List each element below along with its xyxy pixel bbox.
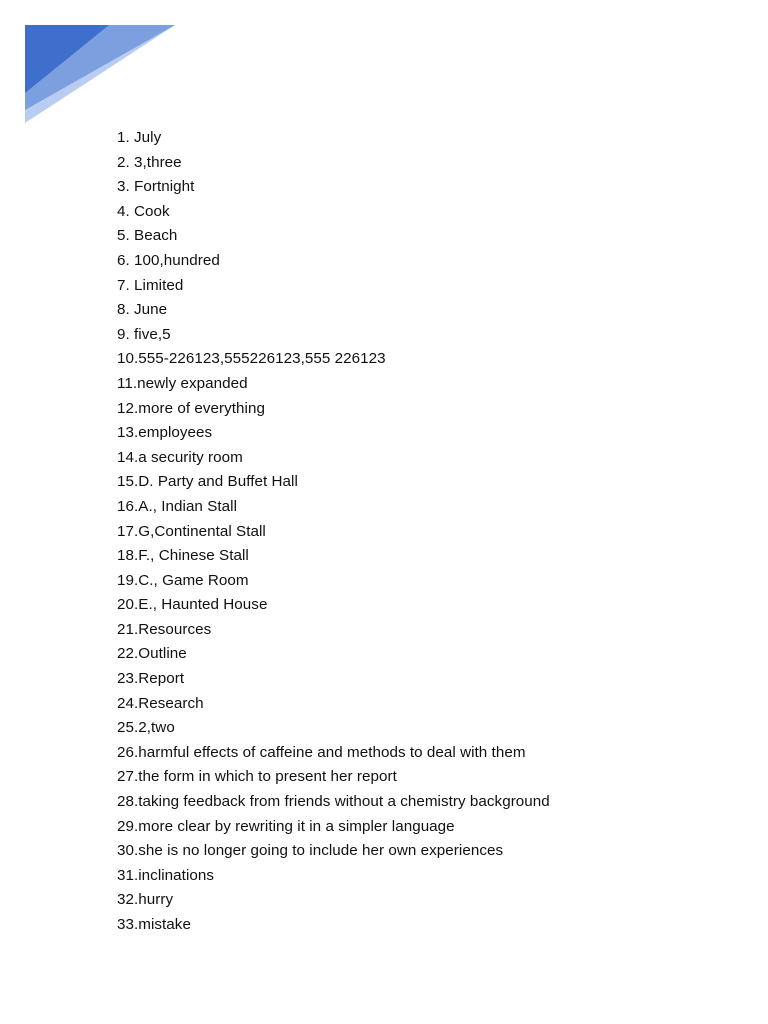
answer-list (117, 126, 737, 938)
answer-item-24: 24.Research (117, 694, 204, 712)
answer-item-12: 12.more of everything (117, 399, 265, 417)
answer-item-7: 7. Limited (117, 276, 184, 294)
answer-item-5: 5. Beach (117, 227, 178, 245)
answer-item-13: 13.employees (117, 424, 213, 442)
answer-item-26: 26.harmful effects of caffeine and methods to deal with them (117, 743, 526, 761)
answer-item-30: 30.she is no longer going to include her own experiences (117, 842, 504, 860)
corner-triangle-decoration (25, 25, 175, 123)
answer-item-25: 25.2,two (117, 719, 175, 737)
answer-item-23: 23.Report (117, 670, 185, 688)
answer-item-3: 3. Fortnight (117, 178, 195, 196)
answer-item-22: 22.Outline (117, 645, 187, 663)
answer-item-20: 20.E., Haunted House (117, 596, 268, 614)
answer-item-18: 18.F., Chinese Stall (117, 547, 249, 565)
answer-item-27: 27.the form in which to present her report (117, 768, 397, 786)
answer-item-10: 10.555-226123,555226123,555 226123 (117, 350, 386, 368)
answer-item-1: 1. July (117, 129, 162, 146)
answer-item-19: 19.C., Game Room (117, 571, 249, 589)
answer-item-28: 28.taking feedback from friends without a chemistry background (117, 793, 550, 811)
answer-item-33: 33.mistake (117, 916, 191, 933)
answer-item-31: 31.inclinations (117, 866, 214, 884)
answer-item-4: 4. Cook (117, 202, 170, 220)
answer-item-16: 16.A., Indian Stall (117, 497, 237, 515)
answer-item-17: 17.G,Continental Stall (117, 522, 266, 540)
answer-item-32: 32.hurry (117, 891, 174, 909)
answer-item-8: 8. June (117, 301, 168, 319)
answer-item-11: 11.newly expanded (117, 374, 248, 392)
answer-item-6: 6. 100,hundred (117, 251, 220, 269)
answer-item-9: 9. five,5 (117, 325, 171, 343)
answer-item-14: 14.a security room (117, 448, 243, 466)
answer-item-29: 29.more clear by rewriting it in a simpler language (117, 817, 455, 835)
answer-item-21: 21.Resources (117, 620, 212, 638)
answer-item-2: 2. 3,three (117, 153, 182, 171)
answer-item-15: 15.D. Party and Buffet Hall (117, 473, 298, 491)
